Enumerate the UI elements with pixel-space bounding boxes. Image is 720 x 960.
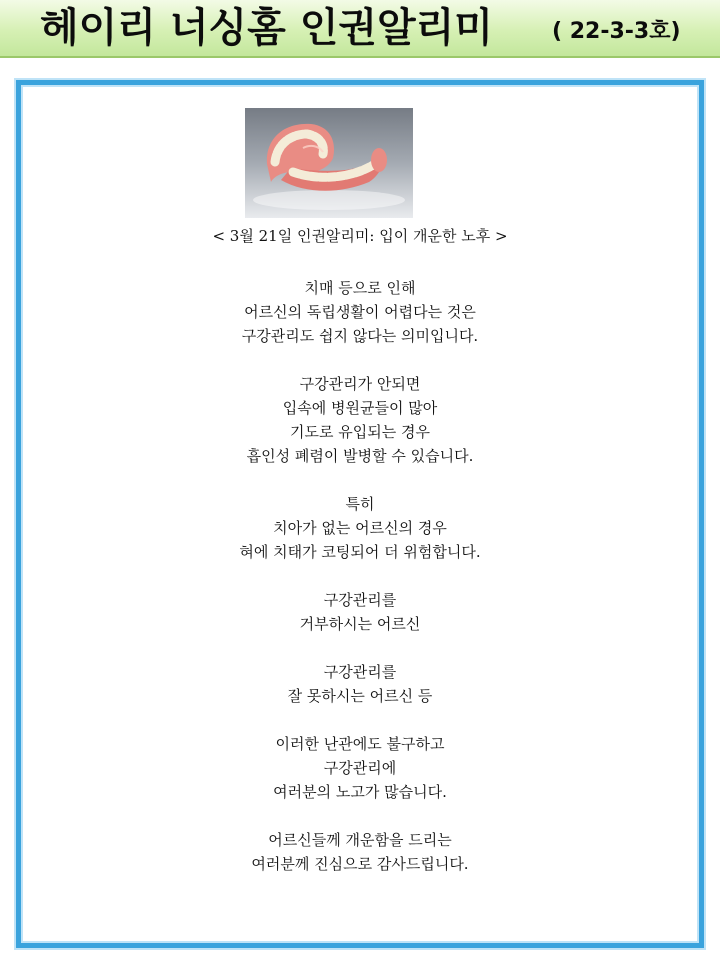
page-title: 헤이리 너싱홈 인권알리미 (40, 5, 493, 51)
paragraph (0, 276, 720, 348)
text-line: 특히 (345, 495, 375, 513)
document-title: < 3월 21일 인권알리미: 입이 개운한 노후 > (212, 227, 508, 245)
dentures-photo (245, 108, 413, 218)
text-line: 입속에 병원균들이 많아 (282, 399, 438, 417)
text-line: 여러분의 노고가 많습니다. (273, 783, 447, 801)
paragraph (0, 372, 720, 468)
issue-number: ( 22-3-3호) (552, 19, 681, 44)
text-line: 혀에 치태가 코팅되어 더 위험합니다. (239, 543, 481, 561)
paragraph (0, 828, 720, 876)
dentures-icon (245, 108, 413, 218)
text-line: 흡인성 폐렴이 발병할 수 있습니다. (246, 447, 474, 465)
paragraph (0, 492, 720, 564)
text-line: 어르신들께 개운함을 드리는 (268, 831, 452, 849)
paragraph (0, 660, 720, 708)
text-line: 구강관리가 안되면 (299, 375, 421, 393)
text-line: 치매 등으로 인해 (304, 279, 416, 297)
text-line: 기도로 유입되는 경우 (290, 423, 430, 441)
text-line: 거부하시는 어르신 (299, 615, 421, 633)
paragraph (0, 732, 720, 804)
document-body (0, 276, 720, 900)
text-line: 여러분께 진심으로 감사드립니다. (251, 855, 469, 873)
text-line: 이러한 난관에도 불구하고 (275, 735, 445, 753)
text-line: 구강관리도 쉽지 않다는 의미입니다. (241, 327, 479, 345)
text-line: 어르신의 독립생활이 어렵다는 것은 (244, 303, 476, 321)
text-line: 구강관리를 (323, 591, 397, 609)
paragraph (0, 588, 720, 636)
text-line: 구강관리를 (323, 663, 397, 681)
text-line: 구강관리에 (323, 759, 397, 777)
header-banner (0, 0, 720, 58)
text-line: 치아가 없는 어르신의 경우 (273, 519, 447, 537)
text-line: 잘 못하시는 어르신 등 (287, 687, 433, 705)
